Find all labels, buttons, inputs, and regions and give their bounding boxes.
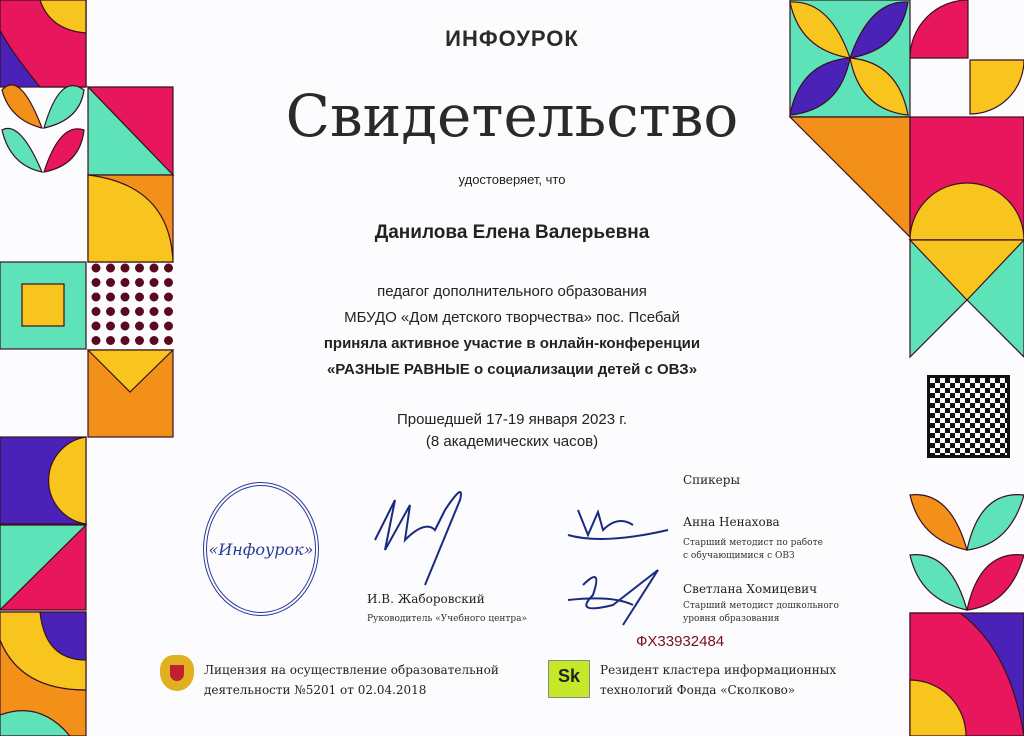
position: педагог дополнительного образования [377,283,647,300]
organization: МБУДО «Дом детского творчества» пос. Псебай [344,309,680,326]
skolkovo-line-2: технологий Фонда «Сколково» [600,683,796,697]
recipient-name: Данилова Елена Валерьевна [374,222,650,243]
stamp-text: «Инфоурок» [208,539,314,559]
stamp [203,482,319,616]
participation: приняла активное участие в онлайн-конференции [323,335,701,352]
skolkovo-badge-text: Sk [557,666,581,686]
director-role: Руководитель «Учебного центра» [367,614,528,624]
speakers-label: Спикеры [683,473,741,487]
dot [121,264,130,273]
director-signature [365,480,475,590]
dot [135,264,144,273]
conference-title: «РАЗНЫЕ РАВНЫЕ о социализации детей с ОВЗ» [326,361,698,378]
speaker-role: с обучающимися с ОВЗ [683,551,795,561]
certificate-number: ФХ33932484 [636,633,725,650]
dot [150,264,159,273]
dot [106,264,115,273]
director-name: И.В. Жаборовский [367,592,485,606]
infourok-logo: ИНФОУРОК [445,26,579,51]
speaker-role: Старший методист дошкольного [683,601,839,611]
event-dates: Прошедшей 17-19 января 2023 г. [396,411,628,428]
dot [92,264,101,273]
dot [164,264,173,273]
speaker-signature-1 [563,500,673,550]
license-line-2: деятельности №5201 от 02.04.2018 [204,683,427,697]
speaker-signature-2 [563,565,673,630]
certifies-text: удостоверяет, что [458,172,566,187]
skolkovo-logo [548,660,590,698]
russian-emblem-icon [160,655,194,691]
speaker-name: Анна Ненахова [683,515,780,529]
academic-hours: (8 академических часов) [425,433,599,450]
certificate-title: Свидетельство [285,82,739,150]
speaker-role: уровня образования [683,614,780,624]
speaker-role: Старший методист по работе [683,538,823,548]
skolkovo-line-1: Резидент кластера информационных [600,663,837,677]
speaker-name: Светлана Хомицевич [683,582,818,596]
license-line-1: Лицензия на осуществление образовательной [204,663,499,677]
